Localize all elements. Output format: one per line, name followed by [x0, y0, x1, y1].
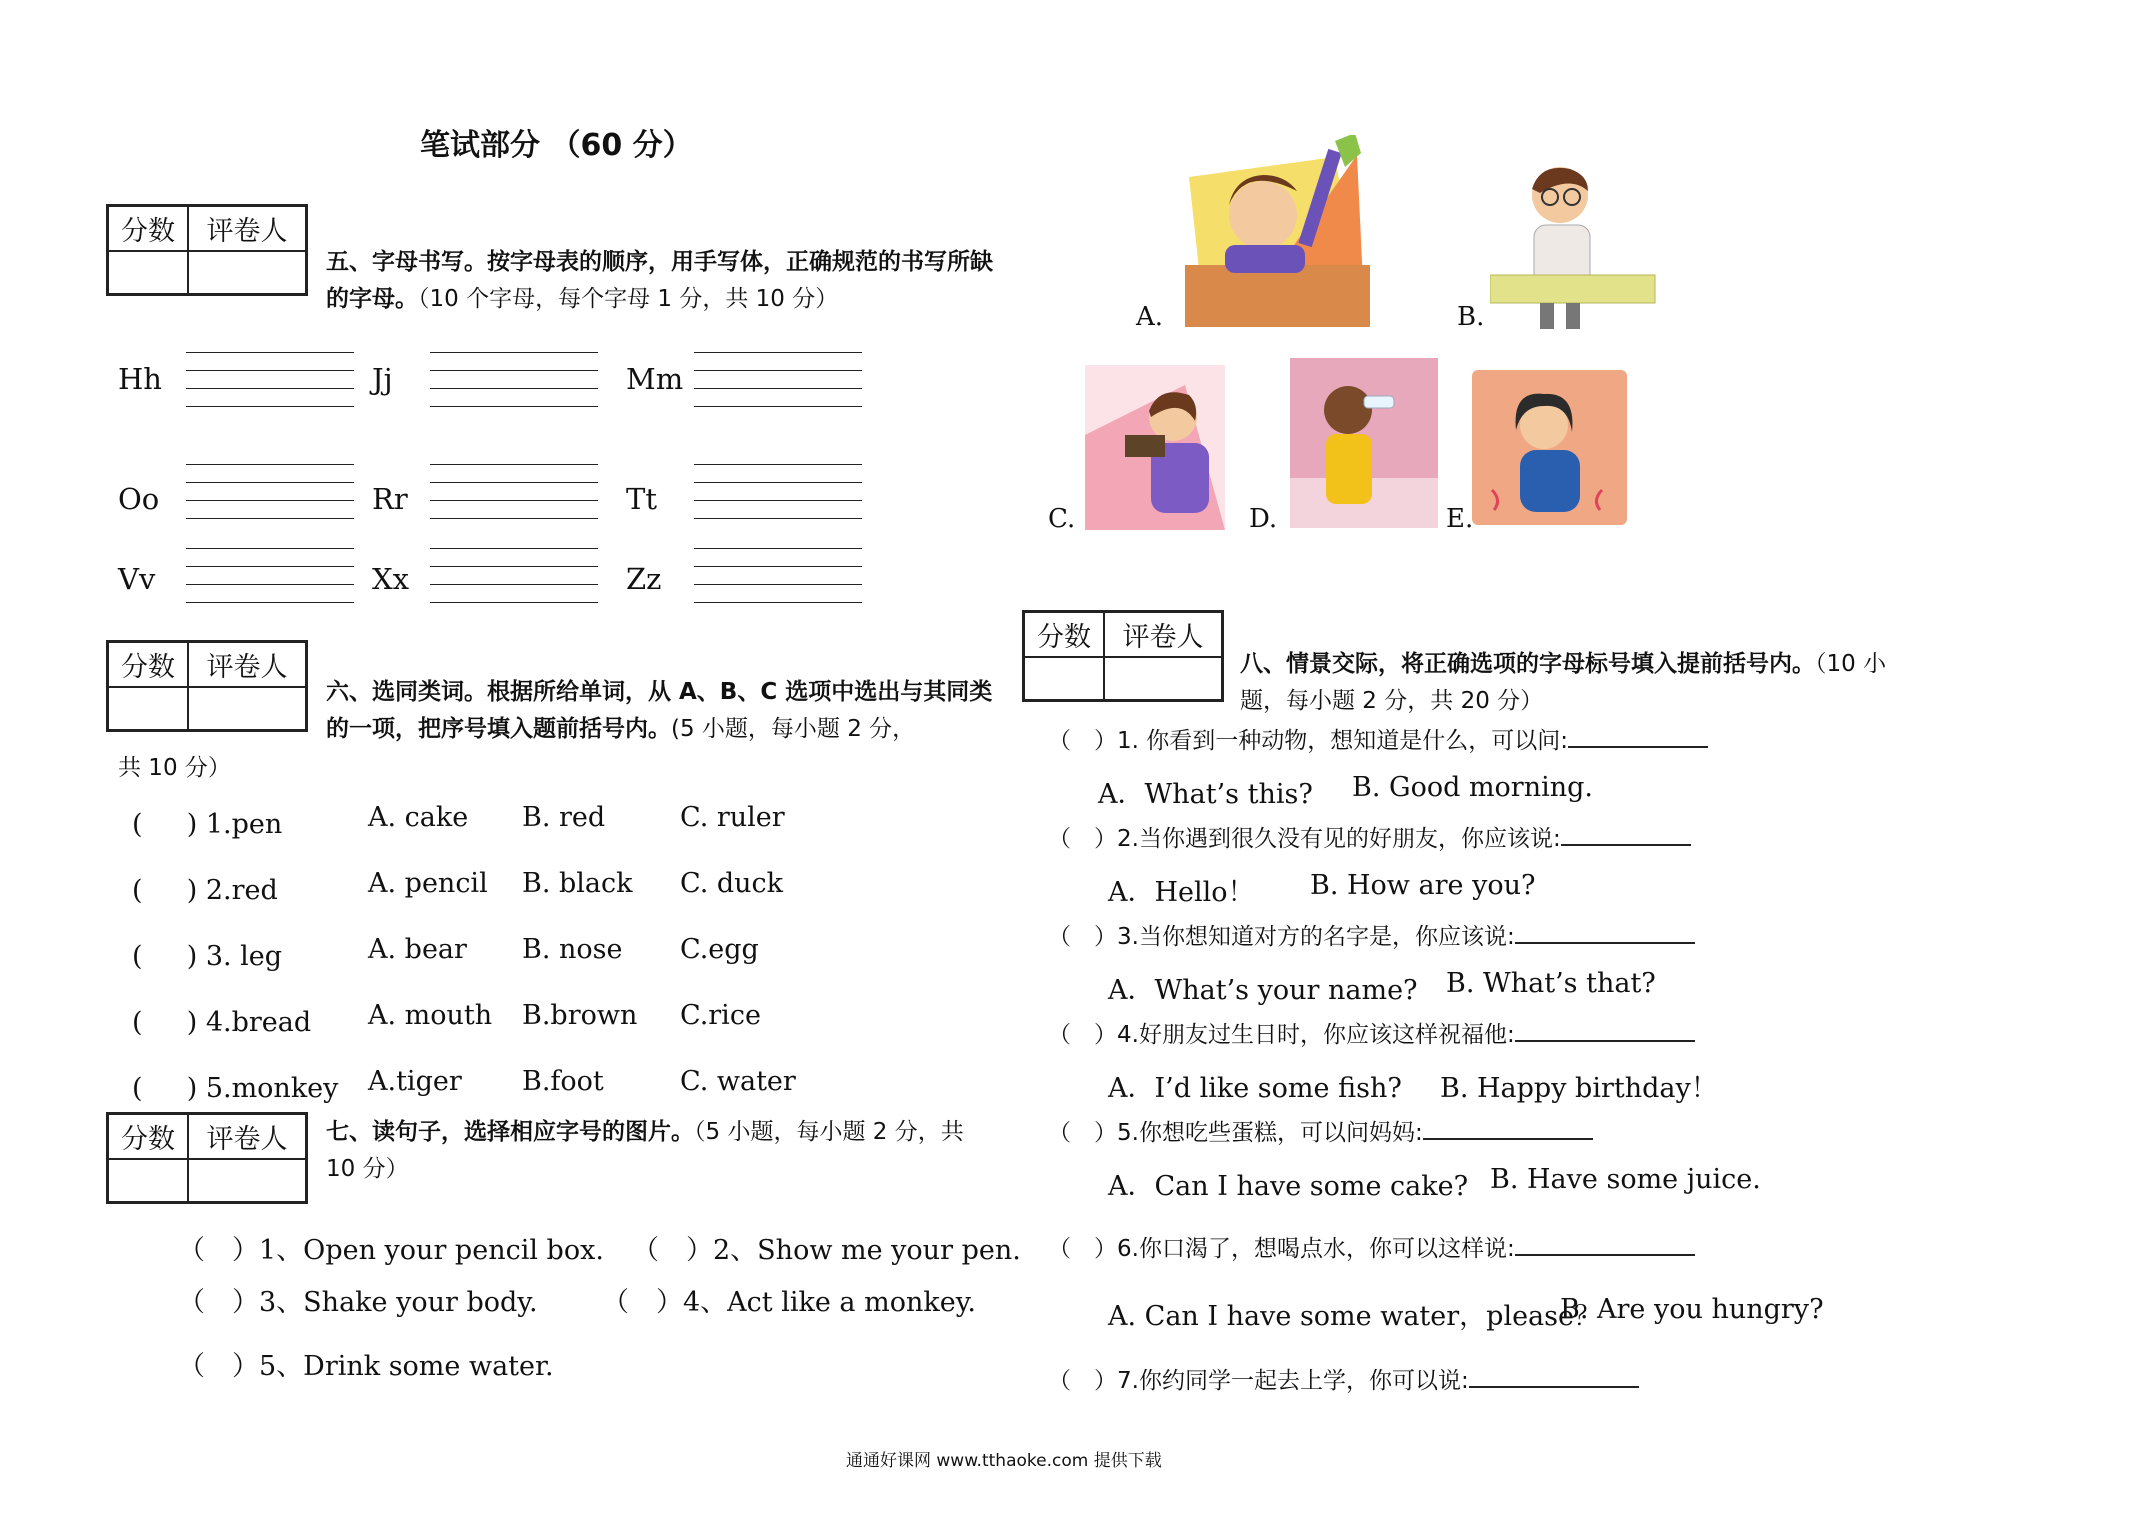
s7-item-5: （ ）5、Drink some water. [178, 1351, 554, 1382]
s6-option-b: B. black [522, 868, 633, 899]
s8-option-b: B. What’s that? [1446, 968, 1656, 999]
s8-question[interactable] [1048, 1230, 1695, 1263]
answer-blank[interactable] [1515, 1016, 1695, 1042]
s6-option-a: A. bear [368, 934, 467, 965]
s8-option-a: A．What’s this? [1098, 779, 1313, 810]
s8-question[interactable] [1048, 1114, 1593, 1147]
s8-option-b: B. Are you hungry? [1560, 1294, 1824, 1325]
picture-a-label: A. [1136, 302, 1164, 332]
letter-label: Mm [626, 362, 684, 396]
handwriting-lines[interactable] [694, 352, 862, 410]
s8-question[interactable] [1048, 820, 1691, 853]
s6-option-c: C. ruler [680, 802, 785, 833]
grader-field[interactable] [189, 252, 305, 295]
s8-question-text: （ ）5.你想吃些蛋糕，可以问妈妈: [1048, 1120, 1423, 1146]
s8-question[interactable] [1048, 722, 1708, 755]
handwriting-lines[interactable] [694, 548, 862, 606]
handwriting-lines[interactable] [186, 548, 354, 606]
s6-option-a: A.tiger [368, 1066, 462, 1097]
answer-blank[interactable] [1423, 1114, 1593, 1140]
handwriting-lines[interactable] [186, 352, 354, 410]
letter-label: Oo [118, 482, 160, 516]
picture-a-boy-pencil-box [1185, 135, 1375, 330]
s6-option-c: C. water [680, 1066, 796, 1097]
score-label: 分数 [109, 643, 189, 686]
s8-question-text: （ ）1. 你看到一种动物，想知道是什么，可以问: [1048, 728, 1569, 754]
picture-d-label: D. [1249, 504, 1278, 534]
s6-option-b: B. nose [522, 934, 623, 965]
s7-item-4: （ ）4、Act like a monkey. [602, 1287, 976, 1318]
s6-option-c: C.egg [680, 934, 759, 965]
section7-heading: 七、读句子，选择相应字号的图片。（5 小题，每小题 2 分，共 10 分） [326, 1119, 964, 1182]
score-field[interactable] [109, 1160, 189, 1203]
score-box [1022, 610, 1224, 702]
s6-option-b: B.brown [522, 1000, 638, 1031]
handwriting-lines[interactable] [430, 352, 598, 410]
s8-question-text: （ ）4.好朋友过生日时，你应该这样祝福他: [1048, 1022, 1515, 1048]
grader-label: 评卷人 [1122, 622, 1204, 653]
s6-question[interactable]: ( ) 5.monkey [132, 1073, 339, 1104]
s8-option-b: B. How are you? [1310, 870, 1536, 901]
picture-c-boy-shaking [1085, 365, 1225, 530]
grader-field[interactable] [1105, 658, 1221, 701]
handwriting-lines[interactable] [430, 548, 598, 606]
section6-points-cont: 共 10 分） [118, 755, 231, 781]
s8-question[interactable] [1048, 1362, 1639, 1395]
grader-label: 评卷人 [206, 652, 288, 683]
s8-option-b: B. Have some juice. [1490, 1164, 1761, 1195]
picture-b-boy-desk [1490, 155, 1660, 330]
grader-label: 评卷人 [206, 216, 288, 247]
letter-label: Jj [372, 362, 393, 396]
picture-c-label: C. [1048, 504, 1076, 534]
s6-option-b: B.foot [522, 1066, 604, 1097]
score-box [106, 1112, 308, 1204]
footer-credit: 通通好课网 www.tthaoke.com 提供下载 [846, 1451, 1162, 1471]
s6-question[interactable]: ( ) 3. leg [132, 941, 283, 972]
s8-question-text: （ ）3.当你想知道对方的名字是，你应该说: [1048, 924, 1515, 950]
s8-question-text: （ ）6.你口渴了，想喝点水，你可以这样说: [1048, 1236, 1515, 1262]
score-box [106, 640, 308, 732]
score-field[interactable] [1025, 658, 1105, 701]
score-field[interactable] [109, 688, 189, 731]
picture-b-label: B. [1457, 302, 1485, 332]
letter-label: Vv [118, 562, 156, 596]
letter-label: Rr [372, 482, 408, 516]
s6-option-a: A. pencil [368, 868, 488, 899]
score-field[interactable] [109, 252, 189, 295]
picture-d-drink-water [1290, 358, 1438, 528]
answer-blank[interactable] [1469, 1362, 1639, 1388]
handwriting-lines[interactable] [694, 464, 862, 522]
score-box [106, 204, 308, 296]
s6-option-a: A. cake [368, 802, 469, 833]
grader-field[interactable] [189, 688, 305, 731]
picture-e-label: E. [1446, 504, 1474, 534]
answer-blank[interactable] [1568, 722, 1708, 748]
section6-heading: 六、选同类词。根据所给单词，从 A、B、C 选项中选出与其同类的一项，把序号填入题前括号内。(5 小题，每小题 2 分， [326, 679, 993, 742]
handwriting-lines[interactable] [186, 464, 354, 522]
s8-question[interactable] [1048, 1016, 1695, 1049]
letter-label: Hh [118, 362, 162, 396]
answer-blank[interactable] [1515, 918, 1695, 944]
letter-label: Zz [626, 562, 662, 596]
s8-question-text: （ ）7.你约同学一起去上学，你可以说: [1048, 1368, 1469, 1394]
s8-question-text: （ ）2.当你遇到很久没有见的好朋友，你应该说: [1048, 826, 1561, 852]
grader-label: 评卷人 [206, 1124, 288, 1155]
s8-option-a: A．What’s your name? [1108, 975, 1418, 1006]
s7-item-3: （ ）3、Shake your body. [178, 1287, 538, 1318]
s6-option-c: C.rice [680, 1000, 761, 1031]
answer-blank[interactable] [1561, 820, 1691, 846]
s7-item-1: （ ）1、Open your pencil box. [178, 1235, 604, 1266]
s6-option-a: A. mouth [368, 1000, 493, 1031]
s8-option-a: A．Hello！ [1108, 877, 1255, 908]
s8-option-a: A. Can I have some water，please？ [1108, 1301, 1601, 1332]
s6-option-b: B. red [522, 802, 606, 833]
answer-blank[interactable] [1515, 1230, 1695, 1256]
s8-option-a: A．Can I have some cake? [1108, 1171, 1469, 1202]
s6-question[interactable]: ( ) 2.red [132, 875, 278, 906]
page-title: 笔试部分 （60 分） [420, 128, 693, 163]
letter-label: Tt [626, 482, 657, 516]
section8-heading: 八、情景交际，将正确选项的字母标号填入提前括号内。（10 小题，每小题 2 分，共 20 分） [1240, 651, 1887, 714]
letter-label: Xx [372, 562, 410, 596]
s8-question[interactable] [1048, 918, 1695, 951]
s8-option-b: B. Good morning. [1352, 772, 1593, 803]
score-label: 分数 [109, 207, 189, 250]
score-label: 分数 [1025, 613, 1105, 656]
grader-field[interactable] [189, 1160, 305, 1203]
s6-question[interactable]: ( ) 1.pen [132, 809, 283, 840]
s8-option-b: B. Happy birthday！ [1440, 1073, 1718, 1104]
s6-option-c: C. duck [680, 868, 784, 899]
section5-heading: 五、字母书写。按字母表的顺序，用手写体，正确规范的书写所缺的字母。（10 个字母，每个字母 1 分，共 10 分） [326, 249, 993, 312]
handwriting-lines[interactable] [430, 464, 598, 522]
s6-question[interactable]: ( ) 4.bread [132, 1007, 312, 1038]
picture-e-girl-monkey [1472, 370, 1627, 525]
s8-option-a: A．I’d like some fish? [1108, 1073, 1402, 1104]
score-label: 分数 [109, 1115, 189, 1158]
s7-item-2: （ ）2、Show me your pen. [632, 1235, 1021, 1266]
